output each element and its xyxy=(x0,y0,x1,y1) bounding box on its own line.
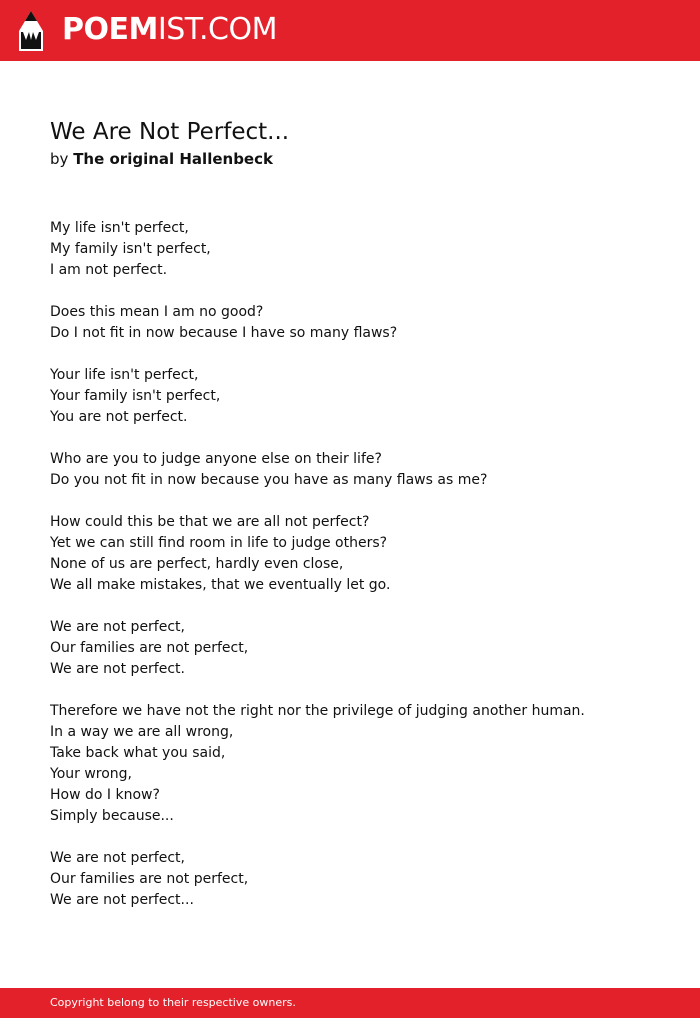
poem-line: Who are you to judge anyone else on their life? xyxy=(50,451,382,467)
poem-line: Your life isn't perfect, xyxy=(50,367,199,383)
poem-line: Your family isn't perfect, xyxy=(50,388,221,404)
poem-line: None of us are perfect, hardly even close, xyxy=(50,556,344,572)
poem-line: How do I know? xyxy=(50,787,160,803)
stanza xyxy=(50,302,670,344)
poem-line: Take back what you said, xyxy=(50,745,226,761)
poem-line: You are not perfect. xyxy=(50,409,188,425)
stanza xyxy=(50,617,670,680)
stanza xyxy=(50,701,670,827)
stanza xyxy=(50,512,670,596)
poem-line: Simply because... xyxy=(50,808,174,824)
pencil-icon[interactable] xyxy=(18,10,44,52)
poem-line: My life isn't perfect, xyxy=(50,220,189,236)
poem-line: Therefore we have not the right nor the privilege of judging another human. xyxy=(50,703,585,719)
site-logo[interactable] xyxy=(62,12,277,48)
poem-line: Does this mean I am no good? xyxy=(50,304,264,320)
poem-line: We are not perfect, xyxy=(50,850,185,866)
poem-line: Do you not fit in now because you have as many flaws as me? xyxy=(50,472,488,488)
copyright-text: Copyright belong to their respective owners. xyxy=(50,996,296,1009)
stanza xyxy=(50,218,670,281)
byline xyxy=(50,148,273,170)
stanza xyxy=(50,365,670,428)
poem-line: Yet we can still find room in life to judge others? xyxy=(50,535,388,551)
poem-line: How could this be that we are all not perfect? xyxy=(50,514,370,530)
stanza xyxy=(50,449,670,491)
poem-line: We are not perfect. xyxy=(50,661,185,677)
site-footer xyxy=(0,988,700,1018)
logo-light-text: IST.COM xyxy=(157,12,277,47)
poem-body xyxy=(50,218,670,932)
poem-line: I am not perfect. xyxy=(50,262,168,278)
poem-line: Our families are not perfect, xyxy=(50,640,249,656)
poem-line: Your wrong, xyxy=(50,766,133,782)
poem-line: My family isn't perfect, xyxy=(50,241,211,257)
poem-line: Do I not fit in now because I have so many flaws? xyxy=(50,325,398,341)
logo-bold-text: POEM xyxy=(62,12,158,47)
poem-line: We are not perfect, xyxy=(50,619,185,635)
poem-title: We Are Not Perfect... xyxy=(50,119,290,145)
site-header xyxy=(0,0,700,61)
poem-line: In a way we are all wrong, xyxy=(50,724,234,740)
poem-line: We are not perfect... xyxy=(50,892,194,908)
stanza xyxy=(50,848,670,911)
by-label: by xyxy=(50,150,69,168)
poem-line: Our families are not perfect, xyxy=(50,871,249,887)
author-name: The original Hallenbeck xyxy=(73,150,273,168)
poem-line: We all make mistakes, that we eventually let go. xyxy=(50,577,391,593)
